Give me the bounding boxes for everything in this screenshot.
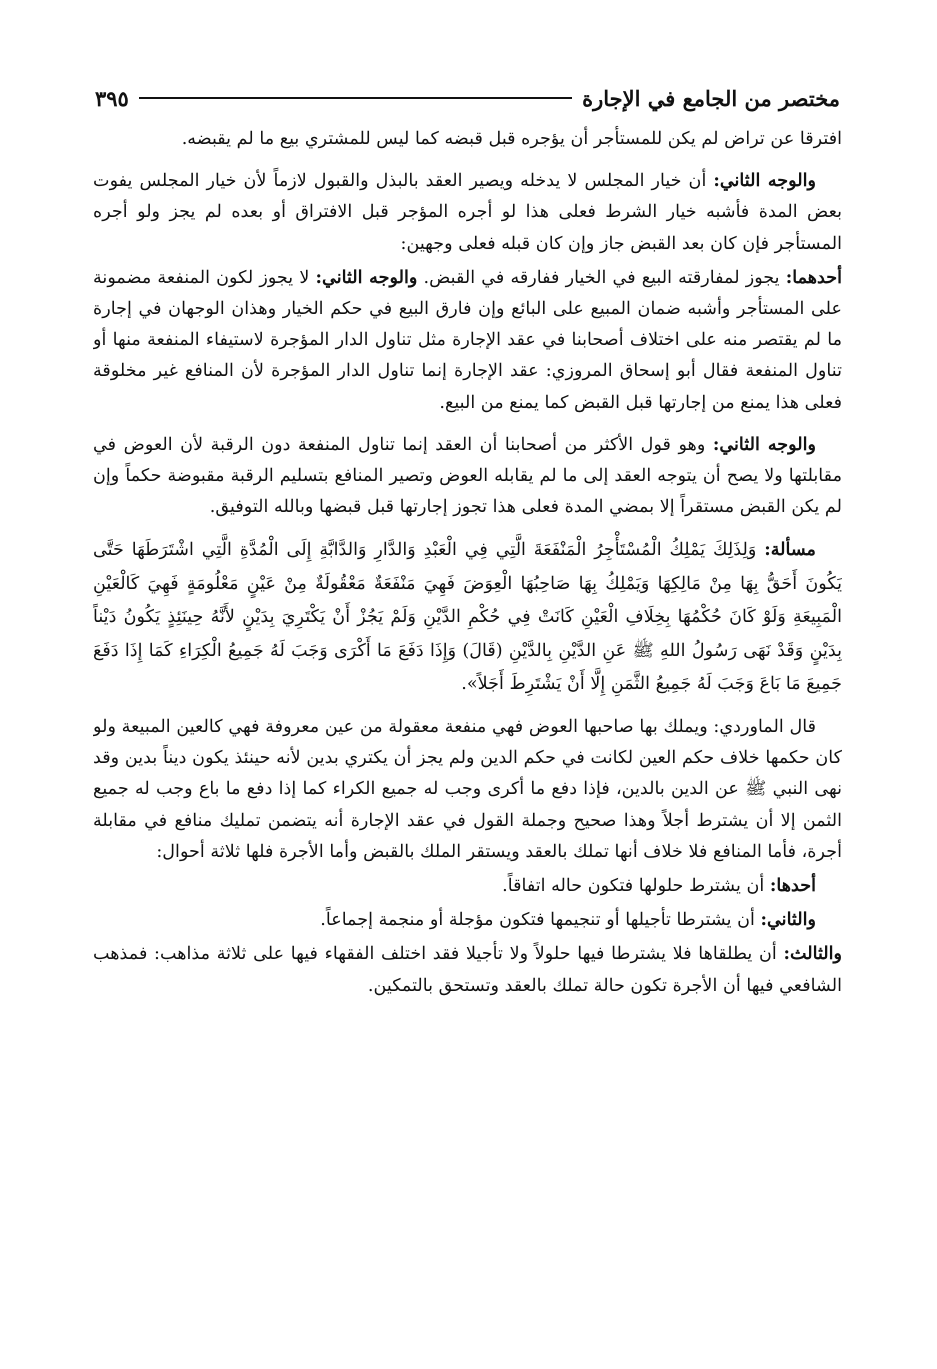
paragraph-9 [93, 938, 842, 1001]
paragraph-2-label: والوجه الثاني: [713, 170, 817, 192]
paragraph-9-label: والثالث: [783, 943, 842, 965]
page-header [95, 78, 840, 118]
page-body [93, 124, 842, 1339]
paragraph-8-label: والثاني: [760, 909, 816, 931]
paragraph-7-label: أحدها: [769, 874, 816, 896]
paragraph-4-text: وهو قول الأكثر من أصحابنا أن العقد إنما تناول المنفعة دون الرقبة لأن العوض في مقابلتها ولا يصح أن يتوجه العقد إلى ما لم يقابله العوض وتصير المنافع بتسليم الرقبة مقبوضة حكماً وإن لم يكن القبض مستقراً إلا بمضي المدة فعلى هذا تجوز إجارتها قبل قبضها وبالله التوفيق. [93, 434, 842, 518]
paragraph-6-text: قال الماوردي: ويملك بها صاحبها العوض فهي منفعة معقولة من عين معروفة فهي كالعين المبيعة ولو كان حكمها خلاف حكم العين لكانت في حكم الدين ولم يجز أن يكتري بدين لأنه حينئذ يكون ديناً بدين وقد نهى النبي ﷺ عن الدين بالدين، فإذا دفع ما أكرى وجب له جميع الكراء كما إذا دفع ما باع وجب له جميع الثمن إلا أن يشترط أجلاً وهذا صحيح وجملة القول في عقد الإجارة أنه يتضمن تمليك منافع في مقابلة أجرة، فأما المنافع فلا خلاف أنها تملك بالعقد ويستقر الملك بالقبض وأما الأجرة فلها ثلاثة أحوال: [93, 716, 842, 862]
paragraph-3 [93, 262, 842, 419]
paragraph-4 [93, 429, 842, 524]
paragraph-5-label: مسألة: [764, 539, 816, 561]
running-title: مختصر من الجامع في الإجارة [582, 85, 840, 111]
paragraph-7-text: أن يشترط حلولها فتكون حاله اتفاقاً. [502, 875, 765, 896]
paragraph-1-text: افترقا عن تراض لم يكن للمستأجر أن يؤجره قبل قبضه كما ليس للمشتري بيع ما لم يقبضه. [181, 129, 842, 149]
paragraph-4-label: والوجه الثاني: [712, 433, 817, 455]
paragraph-3-label-2: والوجه الثاني: [315, 266, 418, 288]
paragraph-2-text: أن خيار المجلس لا يدخله ويصير العقد بالبذل والقبول لازماً لأن خيار المجلس يفوت بعض المدة فأشبه خيار الشرط فعلى هذا لو أجره المؤجر قبل الافتراق أو بعده لم يجز ولو أجره المستأجر فإن كان بعد القبض جاز وإن كان قبله فعلى وجهين: [93, 171, 842, 254]
page-number: ٣٩٥ [95, 85, 129, 111]
paragraph-7 [93, 870, 842, 902]
paragraph-5 [93, 533, 842, 702]
paragraph-6 [93, 712, 842, 868]
header-rule [139, 97, 572, 99]
paragraph-8-text: أن يشترطا تأجيلها أو تنجيمها فتكون مؤجلة أو منجمة إجماعاً. [320, 910, 755, 931]
paragraph-3-label-1: أحدهما: [785, 266, 842, 288]
paragraph-9-text: أن يطلقاها فلا يشترطا فيها حلولاً ولا تأجيلا فقد اختلف الفقهاء فيها على ثلاثة مذاهب: فمذهب الشافعي فيها أن الأجرة تكون حالة تملك بالعقد وتستحق بالتمكين. [93, 944, 842, 996]
paragraph-3-text-1: يجوز لمفارقته البيع في الخيار ففارقه في القبض. [423, 267, 780, 288]
paragraph-1 [93, 124, 842, 155]
paragraph-3-text-2: لا يجوز لكون المنفعة مضمونة على المستأجر وأشبه ضمان المبيع على البائع وإن فارق البيع في حكم الخيار وهذان الوجهان في إجارة ما لم يقتصر منه على اختلاف أصحابنا في عقد الإجارة مثل تناول الدار المؤجرة لاستيفاء المنفعة منها أو تناول المنفعة فقال أبو إسحاق المروزي: عقد الإجارة إنما تناول الدار المؤجرة لأن المنافع غير مخلوقة فعلى هذا يمنع من إجارتها قبل القبض كما يمنع من البيع. [93, 267, 842, 413]
paragraph-8 [93, 904, 842, 936]
paragraph-2 [93, 165, 842, 260]
paragraph-5-text: وَلِذَلِكَ يَمْلِكُ الْمُسْتَأْجِرُ الْمَنْفَعَةَ الَّتِي فِي الْعَبْدِ وَالدَّارِ وَالدَّابَّةِ إِلَى الْمُدَّةِ الَّتِي اشْتَرَطَهَا حَتَّى يَكُونَ أَحَقُّ بِهَا مِنْ مَالِكِهَا وَيَمْلِكُ بِهَا صَاحِبُهَا الْعِوَضَ فَهِيَ مَنْفَعَةٌ مَعْقُولَةٌ مِنْ عَيْنٍ مَعْلُومَةٍ فَهِيَ كَالْعَيْنِ الْمَبِيعَةِ وَلَوْ كَانَ حُكْمُهَا بِخِلَافِ الْعَيْنِ كَانَتْ فِي حُكْمِ الدَّيْنِ وَلَمْ يَجُزْ أَنْ يَكْتَرِيَ بِدَيْنٍ لأَنَّهُ حِينَئِذٍ يَكُونُ دَيْناً بِدَيْنٍ وَقَدْ نَهَى رَسُولُ اللهِ ﷺ عَنِ الدَّيْنِ بِالدَّيْنِ (قَالَ) وَإِذَا دَفَعَ مَا أَكْرَى وَجَبَ لَهُ جَمِيعُ الْكِرَاءِ كَمَا إِذَا دَفَعَ جَمِيعَ مَا بَاعَ وَجَبَ لَهُ جَمِيعُ الثَّمَنِ إِلَّا أَنْ يَشْتَرِطَ أَجَلاً». [93, 540, 842, 695]
